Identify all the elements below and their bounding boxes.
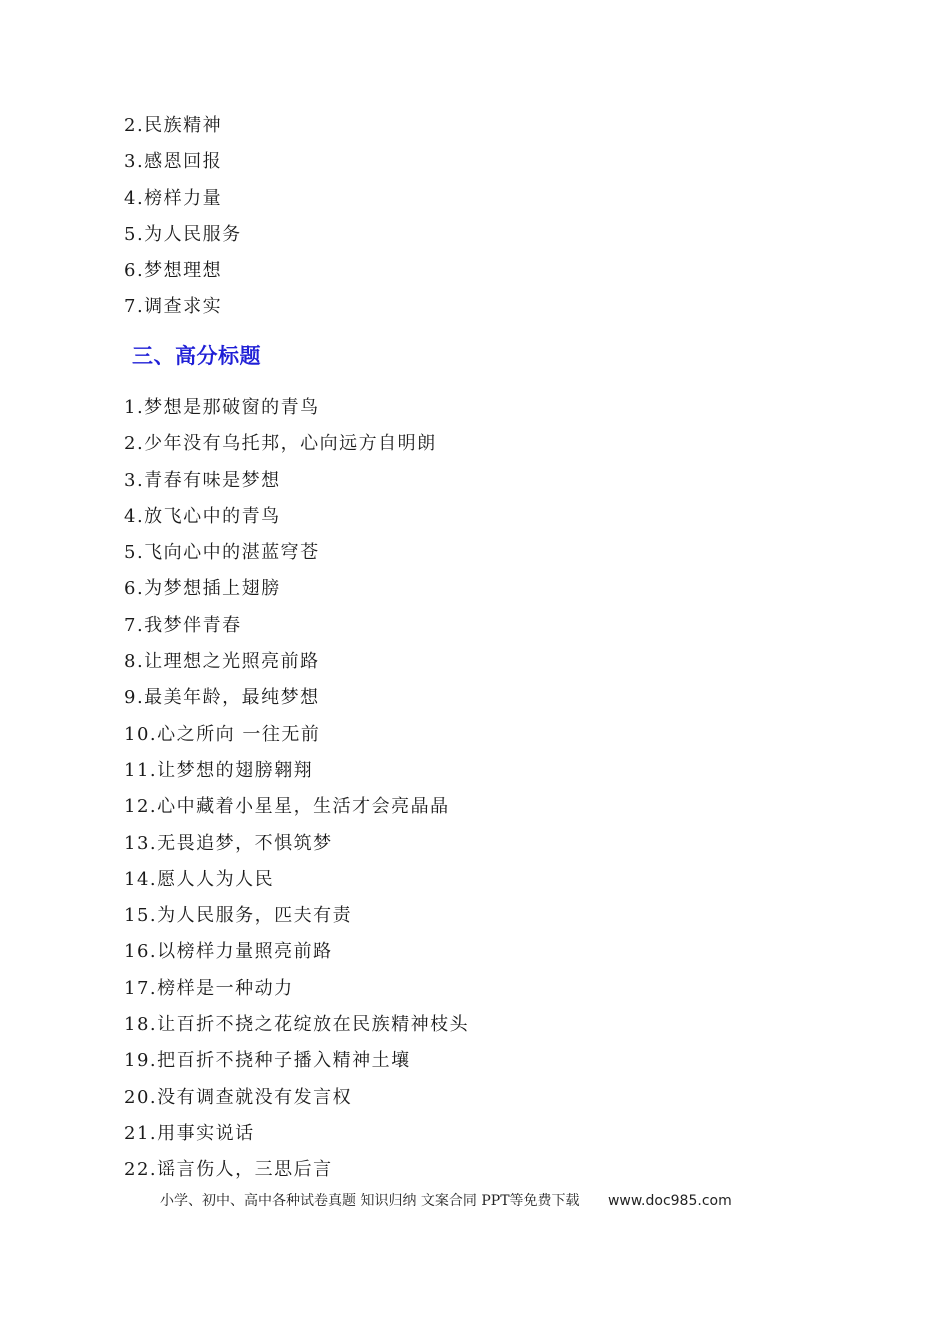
list-item: 4.放飞心中的青鸟: [124, 505, 281, 527]
section-heading: 三、高分标题: [132, 344, 261, 368]
list-item: 4.榜样力量: [124, 187, 223, 209]
list-item: 17.榜样是一种动力: [124, 977, 294, 999]
list-item: 3.感恩回报: [124, 151, 223, 173]
list-item: 18.让百折不挠之花绽放在民族精神枝头: [124, 1014, 470, 1036]
list-item: 7.我梦伴青春: [124, 614, 242, 636]
list-item: 3.青春有味是梦想: [124, 469, 281, 491]
list-item: 2.少年没有乌托邦，心向远方自明朗: [124, 433, 437, 455]
list-item: 10.心之所向 一往无前: [124, 723, 321, 745]
list-item: 19.把百折不挠种子播入精神土壤: [124, 1050, 411, 1072]
list-item: 2.民族精神: [124, 115, 223, 136]
list-item: 12.心中藏着小星星，生活才会亮晶晶: [124, 796, 450, 818]
list-item: 5.为人民服务: [124, 223, 242, 245]
list-item: 20.没有调查就没有发言权: [124, 1086, 353, 1108]
list-item: 1.梦想是那破窗的青鸟: [124, 397, 320, 418]
list-item: 5.飞向心中的湛蓝穹苍: [124, 542, 320, 564]
list-item: 7.调查求实: [124, 296, 223, 318]
page-footer: [160, 1190, 732, 1210]
list-item: 14.愿人人为人民: [124, 868, 275, 890]
list-item: 16.以榜样力量照亮前路: [124, 941, 333, 963]
list-item: 8.让理想之光照亮前路: [124, 651, 320, 673]
list-item: 6.为梦想插上翅膀: [124, 578, 281, 600]
footer-link[interactable]: www.doc985.com: [607, 1193, 732, 1209]
list-item: 11.让梦想的翅膀翱翔: [124, 759, 314, 781]
list-item: 15.为人民服务，匹夫有责: [124, 905, 353, 927]
topic-list: [124, 108, 242, 326]
list-item: 13.无畏追梦，不惧筑梦: [124, 832, 333, 854]
titles-list: [124, 390, 469, 1189]
footer-text: 小学、初中、高中各种试卷真题 知识归纳 文案合同 PPT等免费下载: [160, 1193, 580, 1209]
list-item: 6.梦想理想: [124, 260, 223, 282]
list-item: 22.谣言伤人，三思后言: [124, 1159, 333, 1181]
list-item: 21.用事实说话: [124, 1122, 255, 1144]
list-item: 9.最美年龄，最纯梦想: [124, 687, 320, 709]
